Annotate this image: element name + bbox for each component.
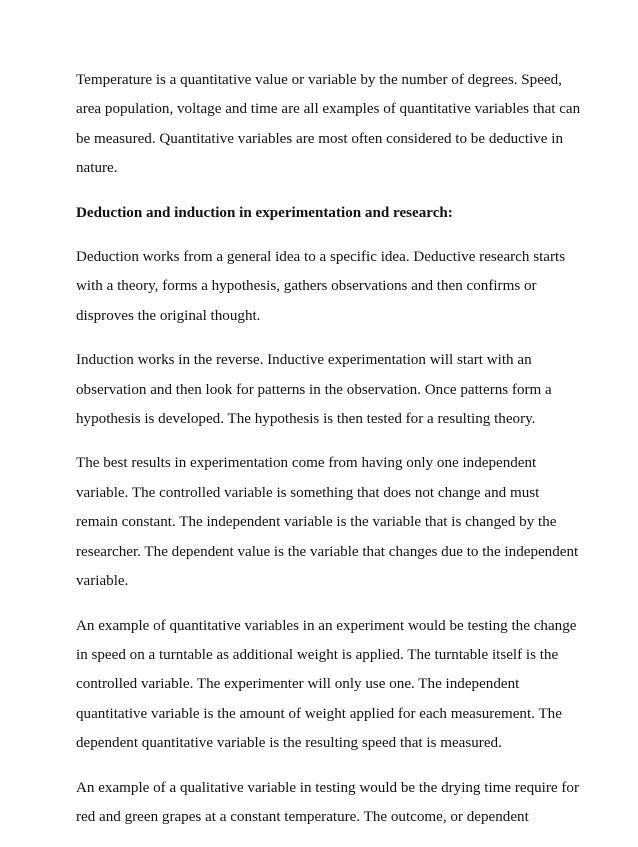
text-line: in speed on a turntable as additional weight is applied. The turntable itself is the [76, 646, 559, 663]
text-line: The best results in experimentation come from having only one independent [76, 455, 537, 472]
text-line: An example of quantitative variables in an experiment would be testing the change [76, 617, 577, 634]
text-line: Induction works in the reverse. Inductive experimentation will start with an [76, 352, 532, 369]
text-line: disproves the original thought. [76, 307, 261, 324]
heading-line: Deduction and induction in experimentation and research: [76, 204, 453, 221]
text-line: with a theory, forms a hypothesis, gathers observations and then confirms or [76, 278, 537, 295]
text-line: area population, voltage and time are all examples of quantitative variables that can [76, 101, 581, 118]
text-line: red and green grapes at a constant temperature. The outcome, or dependent [76, 808, 529, 825]
document-body [76, 66, 581, 847]
text-line: controlled variable. The experimenter will only use one. The independent [76, 676, 520, 693]
text-line: quantitative variable is the amount of weight applied for each measurement. The [76, 705, 562, 722]
text-line: variable. [76, 573, 129, 590]
paragraph-variables [76, 449, 579, 596]
text-line: hypothesis is developed. The hypothesis is then tested for a resulting theory. [76, 411, 536, 428]
paragraph-deduction [76, 243, 576, 331]
text-line: variable. The controlled variable is something that does not change and must [76, 484, 540, 501]
text-line: An example of a qualitative variable in testing would be the drying time require for [76, 779, 579, 796]
text-line: dependent quantitative variable is the resulting speed that is measured. [76, 735, 502, 752]
paragraph-quantitative-example [76, 612, 576, 759]
text-line: nature. [76, 160, 118, 177]
text-line: be measured. Quantitative variables are most often considered to be deductive in [76, 130, 564, 147]
paragraph-qualitative-example [76, 774, 579, 833]
text-line: Deduction works from a general idea to a specific idea. Deductive research starts [76, 249, 566, 266]
paragraph-induction [76, 346, 576, 434]
text-line: researcher. The dependent value is the variable that changes due to the independent [76, 543, 579, 560]
text-line: remain constant. The independent variable is the variable that is changed by the [76, 514, 557, 531]
paragraph-temperature [76, 66, 581, 184]
section-heading [76, 199, 576, 228]
text-line: observation and then look for patterns in the observation. Once patterns form a [76, 381, 552, 398]
text-line: Temperature is a quantitative value or variable by the number of degrees. Speed, [76, 72, 562, 88]
